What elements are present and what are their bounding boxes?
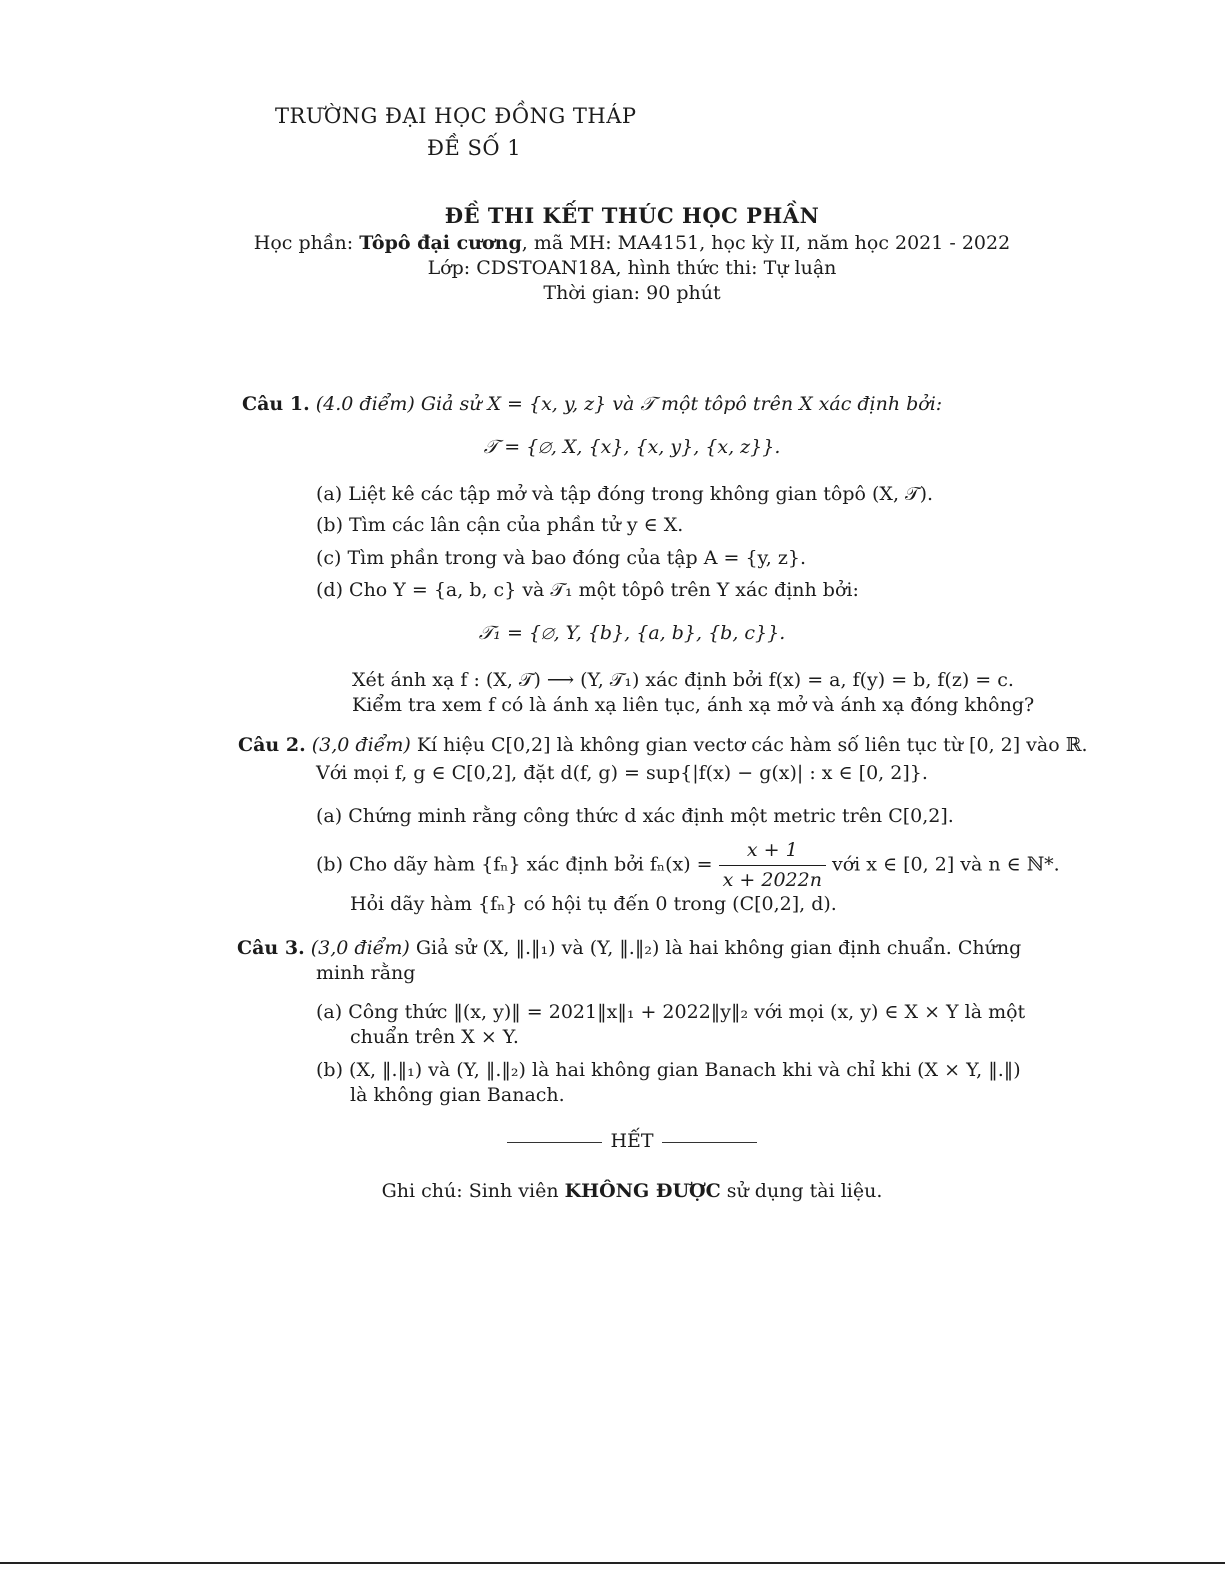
q2-line2: Với mọi f, g ∈ C[0,2], đặt d(f, g) = sup{|f(x) − g(x)| : x ∈ [0, 2]}. (316, 762, 928, 784)
q1-text: Giả sử X = {x, y, z} và 𝒯 một tôpô trên X xác định bởi: (420, 393, 943, 415)
course-suffix: , mã MH: MA4151, học kỳ II, năm học 2021 - 2022 (521, 232, 1011, 254)
q1-topology-display: 𝒯 = {∅, X, {x}, {x, y}, {x, z}}. (483, 436, 781, 458)
q2-b-pre: (b) Cho dãy hàm {fₙ} xác định bởi fₙ(x) = (316, 853, 713, 876)
q1-points: (4.0 điểm) (315, 393, 415, 415)
end-rule-right (662, 1142, 757, 1143)
end-text: HẾT (610, 1130, 654, 1152)
q1-part-b: (b) Tìm các lân cận của phần tử y ∈ X. (316, 514, 684, 536)
q1-intro (242, 392, 942, 417)
q3-part-a-1: (a) Công thức ‖(x, y)‖ = 2021‖x‖₁ + 2022‖y‖₂ với mọi (x, y) ∈ X × Y là một (316, 1001, 1026, 1023)
end-rule-left (507, 1142, 602, 1143)
q3-part-b-2: là không gian Banach. (350, 1084, 565, 1106)
school-name: TRƯỜNG ĐẠI HỌC ĐỒNG THÁP (275, 104, 637, 128)
q3-line1 (237, 936, 1021, 961)
q3-text1: Giả sử (X, ‖.‖₁) và (Y, ‖.‖₂) là hai không gian định chuẩn. Chứng (415, 937, 1022, 959)
q3-part-b-1: (b) (X, ‖.‖₁) và (Y, ‖.‖₂) là hai không gian Banach khi và chỉ khi (X × Y, ‖.‖) (316, 1059, 1021, 1081)
time-line: Thời gian: 90 phút (543, 282, 721, 304)
scan-bottom-edge (0, 1562, 1225, 1564)
q3-points: (3,0 điểm) (310, 937, 410, 959)
q2-line1 (238, 733, 1088, 758)
q1-d-line2: Kiểm tra xem f có là ánh xạ liên tục, ánh xạ mở và ánh xạ đóng không? (352, 694, 1035, 716)
q1-topology1-display: 𝒯₁ = {∅, Y, {b}, {a, b}, {b, c}}. (478, 622, 786, 644)
course-line (0, 232, 1225, 254)
fraction-numerator: x + 1 (719, 838, 826, 866)
q1-label: Câu 1. (242, 393, 310, 415)
q3-label: Câu 3. (237, 937, 305, 959)
q1-part-c: (c) Tìm phần trong và bao đóng của tập A = {y, z}. (316, 547, 806, 569)
note-post: sử dụng tài liệu. (720, 1180, 883, 1202)
exam-number: ĐỀ SỐ 1 (427, 136, 522, 160)
q3-line2: minh rằng (316, 962, 416, 984)
class-line: Lớp: CDSTOAN18A, hình thức thi: Tự luận (427, 257, 837, 279)
q1-d-line1: Xét ánh xạ f : (X, 𝒯) ⟶ (Y, 𝒯₁) xác định bởi f(x) = a, f(y) = b, f(z) = c. (352, 669, 1014, 691)
note-pre: Ghi chú: Sinh viên (381, 1180, 565, 1202)
q1-part-d: (d) Cho Y = {a, b, c} và 𝒯₁ một tôpô trên Y xác định bởi: (316, 579, 859, 601)
q3-part-a-2: chuẩn trên X × Y. (350, 1026, 519, 1048)
end-marker (0, 1130, 1225, 1152)
fraction-denominator: x + 2022n (722, 869, 822, 891)
note-bold: KHÔNG ĐƯỢC (564, 1180, 721, 1202)
q2-label: Câu 2. (238, 734, 306, 756)
course-prefix: Học phần: (253, 232, 360, 254)
note-line (0, 1180, 1225, 1202)
q2-part-b (316, 838, 1060, 893)
q2-text1: Kí hiệu C[0,2] là không gian vectơ các hàm số liên tục từ [0, 2] vào ℝ. (416, 734, 1088, 756)
course-name: Tôpô đại cương (359, 232, 522, 254)
exam-title: ĐỀ THI KẾT THÚC HỌC PHẦN (444, 203, 820, 228)
q2-points: (3,0 điểm) (311, 734, 411, 756)
q2-b-post: với x ∈ [0, 2] và n ∈ ℕ*. (832, 853, 1060, 876)
q2-part-a: (a) Chứng minh rằng công thức d xác định một metric trên C[0,2]. (316, 805, 954, 827)
q2-b-line2: Hỏi dãy hàm {fₙ} có hội tụ đến 0 trong (C[0,2], d). (350, 893, 837, 915)
q1-part-a: (a) Liệt kê các tập mở và tập đóng trong không gian tôpô (X, 𝒯). (316, 483, 934, 505)
q2-b-fraction (719, 838, 826, 893)
